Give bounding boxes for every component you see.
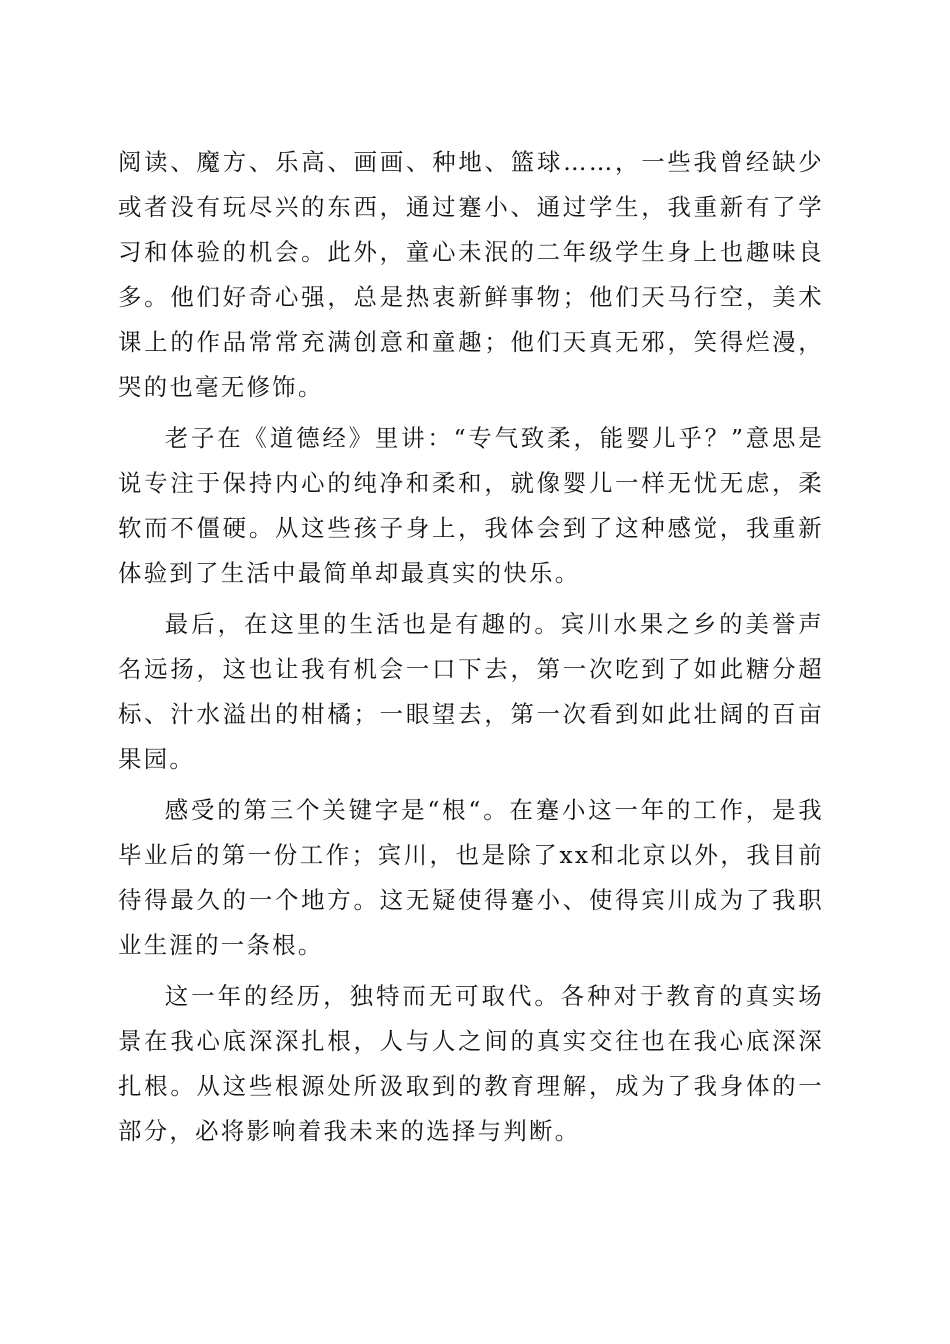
paragraph-hobbies: 阅读、魔方、乐高、画画、种地、篮球……，一些我曾经缺少或者没有玩尽兴的东西，通过蹇小、通过学生，我重新有了学习和体验的机会。此外，童心未泯的二年级学生身上也趣味良多。他们好奇心强，总是热衷新鲜事物；他们天马行空，美术课上的作品常常充满创意和童趣；他们天真无邪，笑得烂漫，哭的也毫无修饰。 bbox=[118, 148, 824, 401]
paragraph-root-keyword: 感受的第三个关键字是“根“。在蹇小这一年的工作，是我毕业后的第一份工作；宾川，也是除了xx和北京以外，我目前待得最久的一个地方。这无疑使得蹇小、使得宾川成为了我职业生涯的一条根。 bbox=[118, 796, 824, 959]
paragraph-binchuan-life: 最后，在这里的生活也是有趣的。宾川水果之乡的美誉声名远扬，这也让我有机会一口下去，第一次吃到了如此糖分超标、汁水溢出的柑橘；一眼望去，第一次看到如此壮阔的百亩果园。 bbox=[118, 610, 824, 773]
paragraph-laozi-quote: 老子在《道德经》里讲：“专气致柔，能婴儿乎？”意思是说专注于保持内心的纯净和柔和，就像婴儿一样无忧无虑，柔软而不僵硬。从这些孩子身上，我体会到了这种感觉，我重新体验到了生活中最简单却最真实的快乐。 bbox=[118, 424, 824, 587]
paragraph-conclusion: 这一年的经历，独特而无可取代。各种对于教育的真实场景在我心底深深扎根，人与人之间的真实交往也在我心底深深扎根。从这些根源处所汲取到的教育理解，成为了我身体的一部分，必将影响着我未来的选择与判断。 bbox=[118, 982, 824, 1145]
document-page bbox=[118, 140, 824, 1160]
